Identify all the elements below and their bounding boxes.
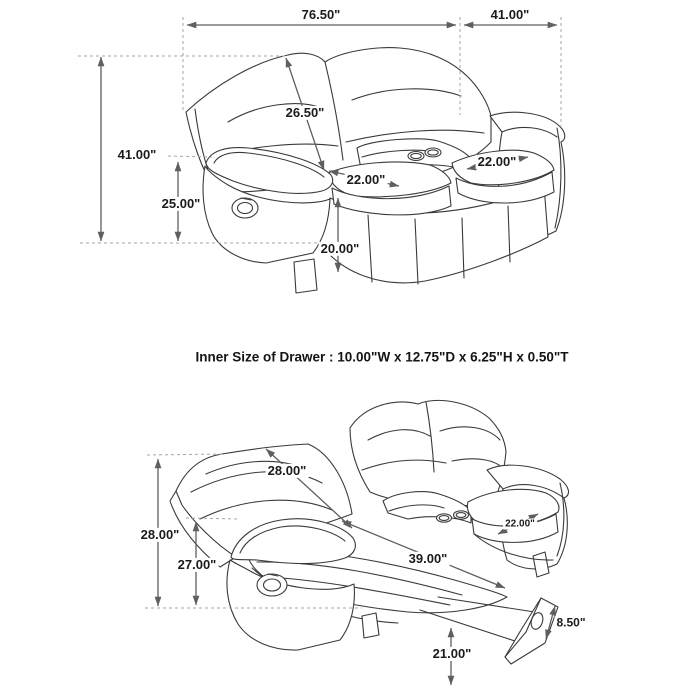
- dim-label-overall-depth: 41.00": [490, 6, 530, 22]
- dim-label-recline-height: 28.00": [140, 526, 180, 542]
- dim-label-footrest-pad: 8.50": [556, 615, 586, 630]
- dim-label-arm-height: 25.00": [161, 195, 201, 211]
- drawer-size-note: Inner Size of Drawer : 10.00"W x 12.75"D x 6.25"H x 0.50"T: [195, 349, 569, 365]
- dim-label-seat-width-2: 22.00": [505, 518, 535, 530]
- loveseat-upright-illustration: [186, 48, 565, 293]
- chaise-leg: [362, 613, 379, 638]
- dim-label-footrest-floor: 21.00": [432, 645, 472, 661]
- dim-label-arm-height-2: 27.00": [177, 556, 217, 572]
- recliner-handle: [232, 198, 258, 218]
- dim-label-right-seat-width: 22.00": [477, 153, 517, 169]
- dim-label-overall-width: 76.50": [301, 6, 341, 22]
- dim-label-backrest-length: 28.00": [267, 462, 307, 478]
- recliner-handle: [257, 574, 287, 596]
- dim-label-seat-front-height: 20.00": [320, 240, 360, 256]
- footrest-pad: [505, 598, 558, 664]
- support-strut: [420, 610, 518, 642]
- front-leg: [294, 259, 317, 293]
- dim-label-left-seat-width: 22.00": [346, 171, 386, 187]
- dim-label-back-cushion: 26.50": [285, 104, 325, 120]
- dim-label-overall-height: 41.00": [117, 146, 157, 162]
- ext-line: [147, 454, 224, 455]
- dim-label-recline-length: 39.00": [408, 550, 448, 566]
